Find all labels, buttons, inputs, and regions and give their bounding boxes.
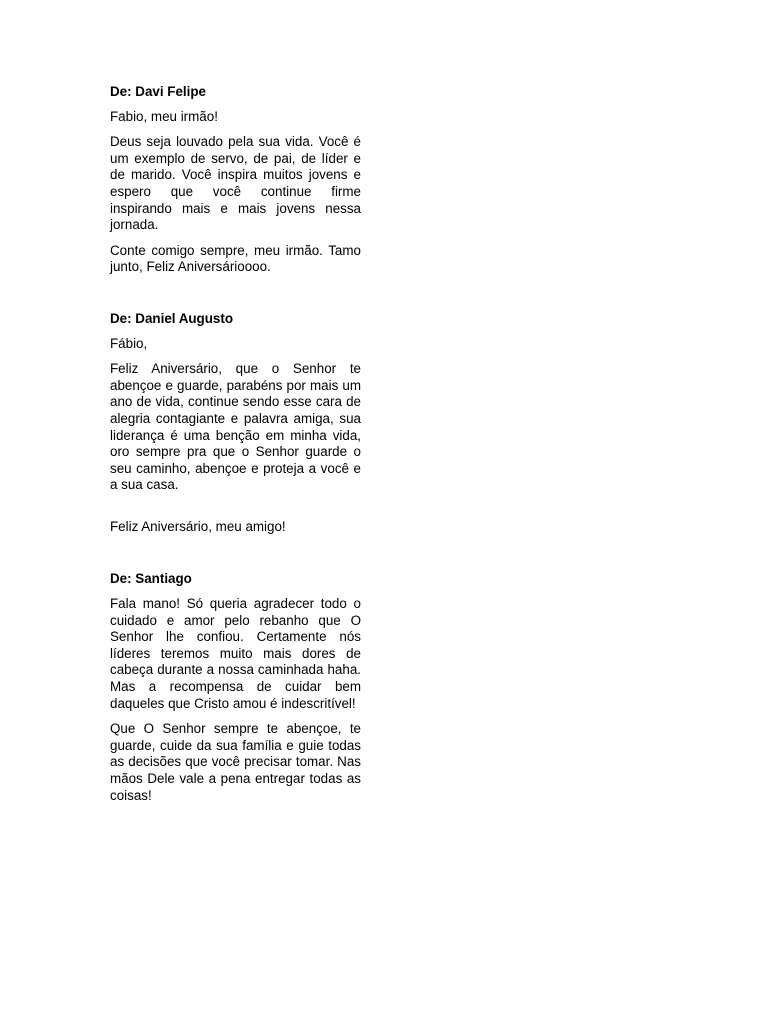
section-spacer: [110, 285, 361, 311]
message-greeting: Fábio,: [110, 335, 148, 351]
message-davi-felipe: [110, 84, 361, 276]
message-santiago: [110, 571, 361, 804]
message-greeting: Fabio, meu irmão!: [110, 108, 218, 124]
message-sender: De: Davi Felipe: [110, 84, 206, 99]
message-paragraph: Deus seja louvado pela sua vida. Você é um exemplo de servo, de pai, de líder e de marido. Você inspira muitos jovens e espero que você continue firme inspirando mais e mais jovens nessa jornada.: [110, 134, 361, 233]
document-page: [110, 84, 361, 813]
paragraph-spacer: [110, 503, 361, 519]
section-spacer: [110, 544, 361, 571]
message-sender: De: Santiago: [110, 571, 192, 587]
message-daniel-augusto: [110, 311, 361, 536]
message-sender: De: Daniel Augusto: [110, 310, 233, 326]
message-paragraph: Conte comigo sempre, meu irmão. Tamo junto, Feliz Aniversárioooo.: [110, 242, 361, 275]
message-paragraph: Que O Senhor sempre te abençoe, te guarde, cuide da sua família e guie todas as decisões que você precisar tomar. Nas mãos Dele vale a pena entregar todas as coisas!: [110, 721, 361, 803]
message-paragraph: Feliz Aniversário, que o Senhor te abençoe e guarde, parabéns por mais um ano de vida, continue sendo esse cara de alegria contagiante e palavra amiga, sua liderança é uma benção em minha vida, oro sempre pra que o Senhor guarde o seu caminho, abençoe e proteja a você e a sua casa.: [110, 361, 361, 493]
message-closing: Feliz Aniversário, meu amigo!: [110, 518, 286, 534]
message-paragraph: Fala mano! Só queria agradecer todo o cuidado e amor pelo rebanho que O Senhor lhe confiou. Certamente nós líderes teremos muito mais dores de cabeça durante a nossa caminhada haha. Mas a recompensa de cuidar bem daqueles que Cristo amou é indescritível!: [110, 596, 361, 711]
